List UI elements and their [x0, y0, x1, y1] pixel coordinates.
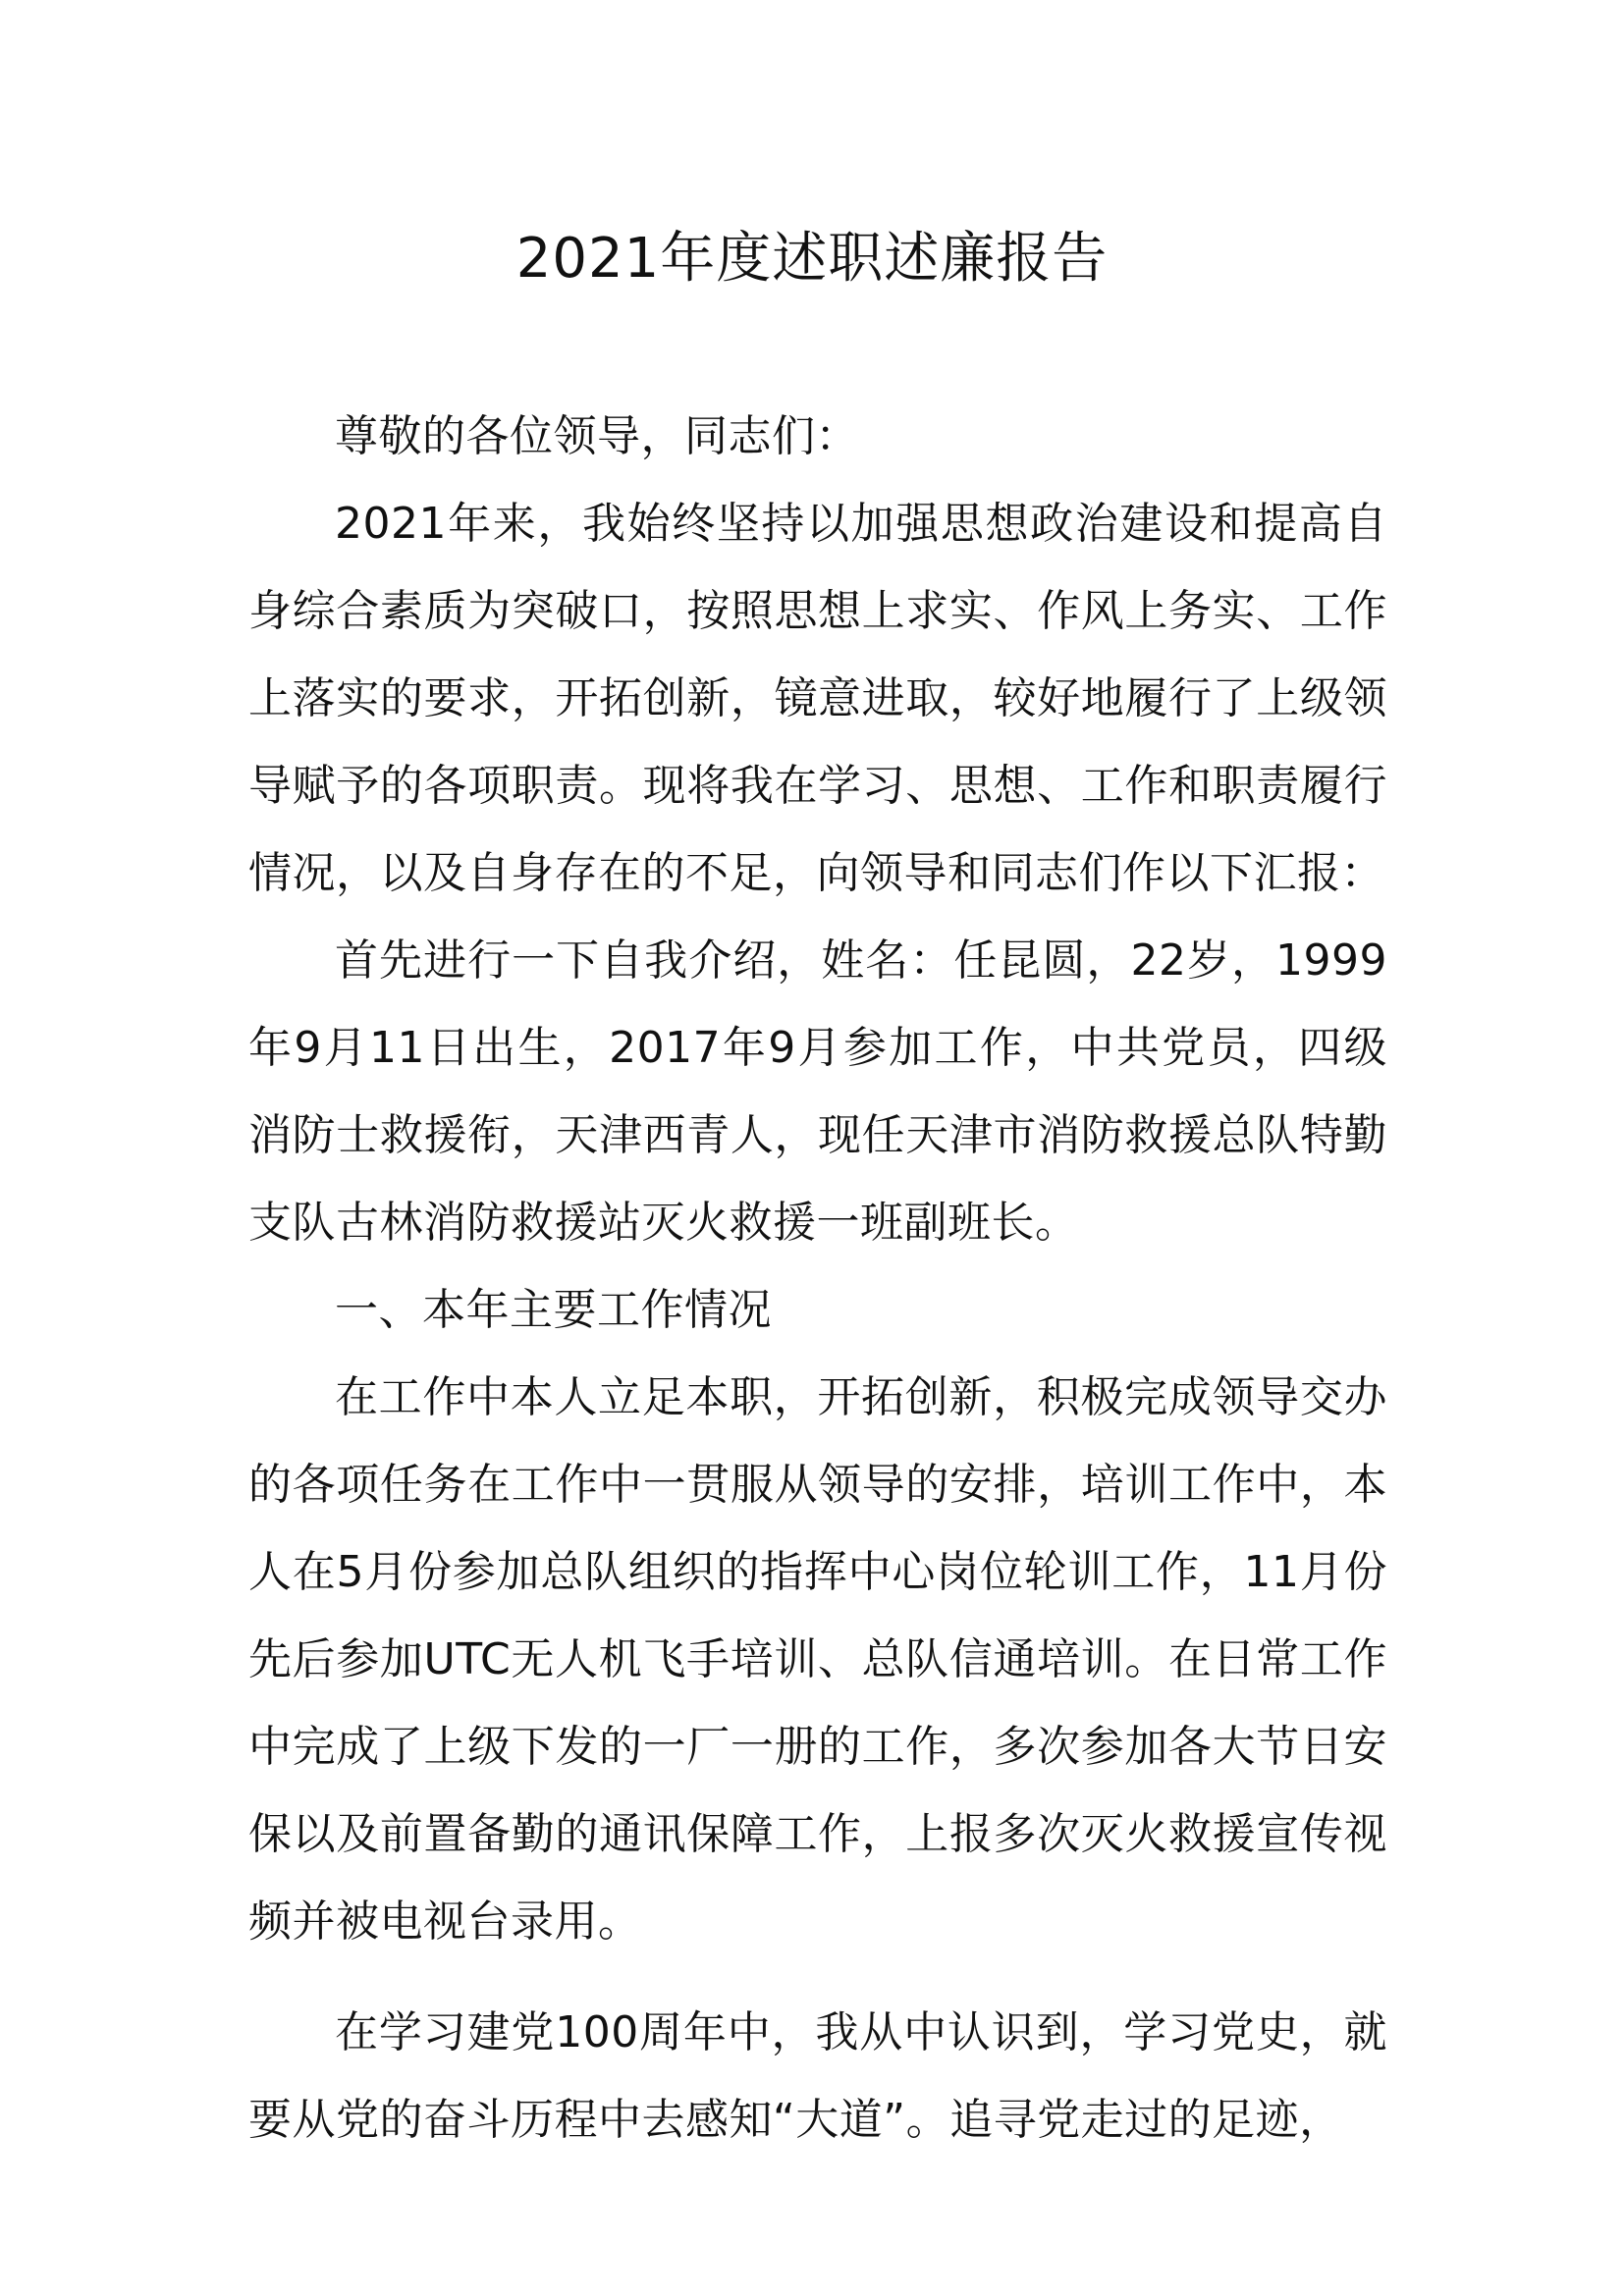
- work-summary-paragraph: 在工作中本人立足本职，开拓创新，积极完成领导交办的各项任务在工作中一贯服从领导的安排，培训工作中，本人在5月份参加总队组织的指挥中心岗位轮训工作，11月份先后参加UTC无人机飞手培训、总队信通培训。在日常工作中完成了上级下发的一厂一册的工作，多次参加各大节日安保以及前置备勤的通讯保障工作，上报多次灭火救援宣传视频并被电视台录用。: [248, 1372, 1387, 1947]
- document-title: 2021年度述职述廉报告: [515, 227, 1109, 291]
- intro-paragraph: 2021年来，我始终坚持以加强思想政治建设和提高自身综合素质为突破口，按照思想上求实、作风上务实、工作上落实的要求，开拓创新，镜意进取，较好地履行了上级领导赋予的各项职责。现将我在学习、思想、工作和职责履行情况，以及自身存在的不足，向领导和同志们作以下汇报：: [248, 499, 1387, 898]
- party-study-paragraph: 在学习建党100周年中，我从中认识到，学习党史，就要从党的奋斗历程中去感知“大道”。追寻党走过的足迹，: [248, 2007, 1387, 2145]
- salutation-paragraph: 尊敬的各位领导，同志们：: [335, 411, 859, 461]
- document-body: [248, 393, 1387, 2163]
- section-heading-paragraph: 一、本年主要工作情况: [335, 1285, 772, 1335]
- self-introduction-paragraph: 首先进行一下自我介绍，姓名：任昆圆，22岁，1999年9月11日出生，2017年9月参加工作，中共党员，四级消防士救援衔，天津西青人，现任天津市消防救援总队特勤支队古林消防救援站灭火救援一班副班长。: [248, 935, 1387, 1248]
